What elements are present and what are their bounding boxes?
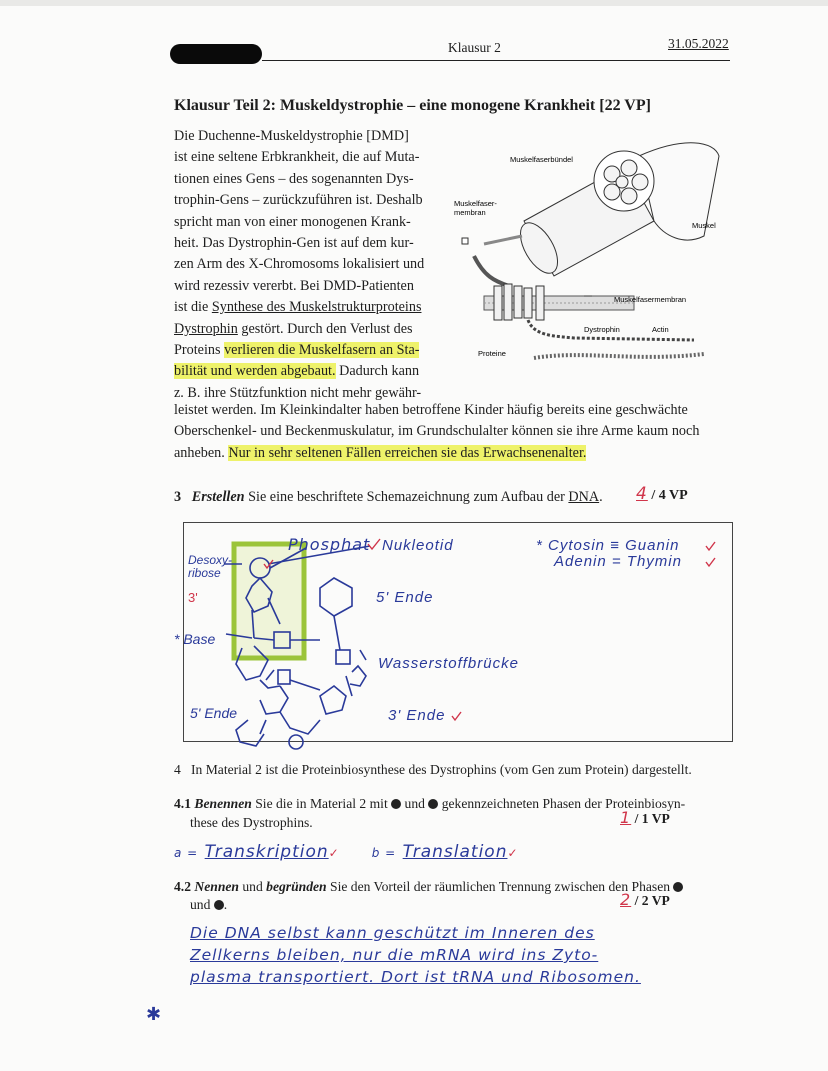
underlined-dna: DNA bbox=[568, 489, 600, 505]
figure-label-proteins: Proteine bbox=[478, 349, 506, 358]
intro-text: ist die bbox=[174, 299, 212, 316]
intro-line: heit. Das Dystrophin-Gen ist auf dem kur- bbox=[174, 235, 414, 252]
operator-verb: Benennen bbox=[194, 796, 252, 811]
label-five-end: 5' Ende bbox=[376, 589, 434, 606]
highlight-stability: verlieren die Muskelfasern an Sta- bbox=[224, 342, 420, 359]
figure-label-actin: Actin bbox=[652, 325, 669, 334]
question-4-1 bbox=[174, 794, 685, 832]
redacted-name bbox=[170, 44, 262, 64]
muscle-figure bbox=[454, 126, 734, 386]
answer-prefix: a = bbox=[174, 846, 199, 860]
score-q4-1 bbox=[620, 808, 670, 827]
answer-line: Zellkerns bleiben, nur die mRNA wird ins Zyto- bbox=[190, 946, 599, 964]
figure-label-dystrophin: Dystrophin bbox=[584, 325, 620, 334]
intro-line: z. B. ihre Stützfunktion nicht mehr gewähr- bbox=[174, 384, 422, 401]
question-number: 4.2 bbox=[174, 879, 191, 894]
intro-line: tionen eines Gens – des sogenannten Dys- bbox=[174, 170, 414, 187]
intro-line: spricht man von einer monogenen Krank- bbox=[174, 213, 411, 230]
question-text: In Material 2 ist die Proteinbiosynthese des Dystrophins (vom Gen zum Protein) dargestellt. bbox=[191, 762, 692, 777]
label-three-end: 3' Ende bbox=[388, 707, 446, 724]
operator-verb: begründen bbox=[266, 879, 327, 894]
operator-verb: Nennen bbox=[194, 879, 239, 894]
intro-wide-paragraph bbox=[174, 400, 734, 464]
header-date: 31.05.2022 bbox=[668, 36, 729, 51]
underlined-dystrophin: Dystrophin bbox=[174, 320, 238, 337]
header-rule bbox=[262, 60, 730, 61]
answer-4-2 bbox=[190, 922, 641, 988]
figure-label-bundle: Muskelfaserbündel bbox=[510, 155, 573, 164]
label-h-bridge: Wasserstoffbrücke bbox=[378, 655, 519, 672]
score-max: / 1 VP bbox=[634, 811, 670, 826]
question-4-2 bbox=[174, 878, 683, 914]
page-title: Klausur Teil 2: Muskeldystrophie – eine monogene Krankheit [22 VP] bbox=[174, 97, 651, 114]
intro-line bbox=[174, 319, 464, 340]
zoom-arrow bbox=[474, 256, 509, 286]
intro-line: ist eine seltene Erbkrankheit, die auf Muta- bbox=[174, 149, 420, 166]
scan-shadow bbox=[0, 0, 828, 6]
intro-text: gestört. Durch den Verlust des bbox=[237, 320, 413, 337]
score-given: 2 bbox=[620, 890, 632, 909]
question-text: und bbox=[238, 879, 267, 894]
header-title: Klausur 2 bbox=[448, 40, 501, 55]
answer-prefix: b = bbox=[371, 846, 397, 860]
intro-line bbox=[174, 297, 464, 318]
question-3 bbox=[174, 489, 603, 506]
intro-line: wird rezessiv vererbt. Bei DMD-Patienten bbox=[174, 277, 414, 294]
question-number: 3 bbox=[174, 489, 182, 505]
check-mark-icon: ✓ bbox=[328, 846, 340, 860]
margin-star-icon: ✱ bbox=[146, 1004, 162, 1024]
marker-a-icon bbox=[673, 882, 683, 892]
label-phosphat: Phosphat bbox=[288, 535, 371, 554]
marker-a-icon bbox=[391, 799, 401, 809]
answer-line: Die DNA selbst kann geschützt im Inneren des bbox=[190, 924, 595, 942]
highlight-adulthood: Nur in sehr seltenen Fällen erreichen sie das Erwachsenenalter. bbox=[228, 444, 587, 461]
intro-line: Die Duchenne-Muskeldystrophie [DMD] bbox=[174, 128, 409, 144]
answer-line: plasma transportiert. Dort ist tRNA und Ribosomen. bbox=[190, 968, 641, 986]
marker-b-icon bbox=[214, 900, 224, 910]
question-4 bbox=[174, 762, 692, 778]
intro-line bbox=[174, 361, 464, 382]
question-text: . bbox=[599, 489, 603, 505]
operator-verb: Erstellen bbox=[191, 489, 245, 505]
question-text: gekennzeichneten Phasen der Proteinbiosyn- bbox=[438, 796, 686, 811]
intro-text: Dadurch kann bbox=[335, 363, 420, 380]
label-five-end-b: 5' Ende bbox=[190, 705, 238, 721]
label-nukleotid: Nukleotid bbox=[382, 537, 454, 554]
question-number: 4 bbox=[174, 762, 181, 777]
intro-text: Proteins bbox=[174, 342, 225, 359]
question-text: und bbox=[401, 796, 429, 811]
question-text: und bbox=[190, 897, 211, 912]
figure-label-membrane: Muskelfaser-membran bbox=[454, 199, 497, 217]
score-given: 4 bbox=[636, 484, 648, 504]
score-q4-2 bbox=[620, 890, 670, 909]
question-text: Sie die in Material 2 mit bbox=[251, 796, 392, 811]
muscle-bundle-drawing bbox=[462, 143, 719, 279]
underlined-synthesis: Synthese des Muskelstrukturproteins bbox=[211, 299, 422, 316]
intro-line: Oberschenkel- und Beckenmuskulatur, im Grundschulalter können sie ihre Arme kaum noch bbox=[174, 423, 700, 440]
score-max: / 4 VP bbox=[651, 488, 688, 503]
score-max: / 2 VP bbox=[634, 893, 670, 908]
label-three-prime-a: 3' bbox=[188, 590, 198, 605]
figure-label-fiber-membrane: Muskelfasermembran bbox=[614, 295, 687, 304]
intro-line: leistet werden. Im Kleinkindalter haben betroffene Kinder häufig bereits eine geschwächte bbox=[174, 402, 688, 418]
intro-line bbox=[174, 443, 734, 464]
label-base-pair-1: * Cytosin ≡ Guanin bbox=[536, 537, 680, 554]
answer-transkription: Transkription bbox=[204, 842, 329, 862]
intro-line: zen Arm des X-Chromosoms lokalisiert und bbox=[174, 256, 425, 273]
intro-line: trophin-Gens – zurückzuführen ist. Deshalb bbox=[174, 192, 423, 209]
answer-translation: Translation bbox=[402, 842, 508, 862]
question-text: Sie den Vorteil der räumlichen Trennung zwischen den Phasen bbox=[326, 879, 671, 894]
label-base: * Base bbox=[174, 631, 216, 647]
question-line bbox=[174, 878, 683, 896]
question-text: Sie eine beschriftete Schemazeichnung zum Aufbau der bbox=[244, 489, 569, 505]
intro-text: anheben. bbox=[174, 444, 229, 461]
highlight-stability: bilität und werden abgebaut. bbox=[174, 363, 336, 380]
question-number: 4.1 bbox=[174, 796, 191, 811]
figure-label-muscle: Muskel bbox=[692, 221, 716, 230]
question-line: und . bbox=[190, 897, 228, 912]
question-line: these des Dystrophins. bbox=[190, 815, 313, 830]
label-desoxyribose: Desoxy-ribose bbox=[188, 553, 233, 580]
dna-drawing bbox=[170, 520, 730, 760]
intro-line bbox=[174, 340, 464, 361]
score-given: 1 bbox=[620, 808, 632, 827]
question-line bbox=[174, 794, 685, 813]
intro-paragraph bbox=[174, 126, 464, 404]
score-q3 bbox=[636, 484, 688, 504]
check-mark-icon: ✓ bbox=[507, 846, 519, 860]
marker-b-icon bbox=[428, 799, 438, 809]
label-base-pair-2: Adenin = Thymin bbox=[554, 553, 682, 570]
answer-4-1 bbox=[174, 842, 519, 862]
